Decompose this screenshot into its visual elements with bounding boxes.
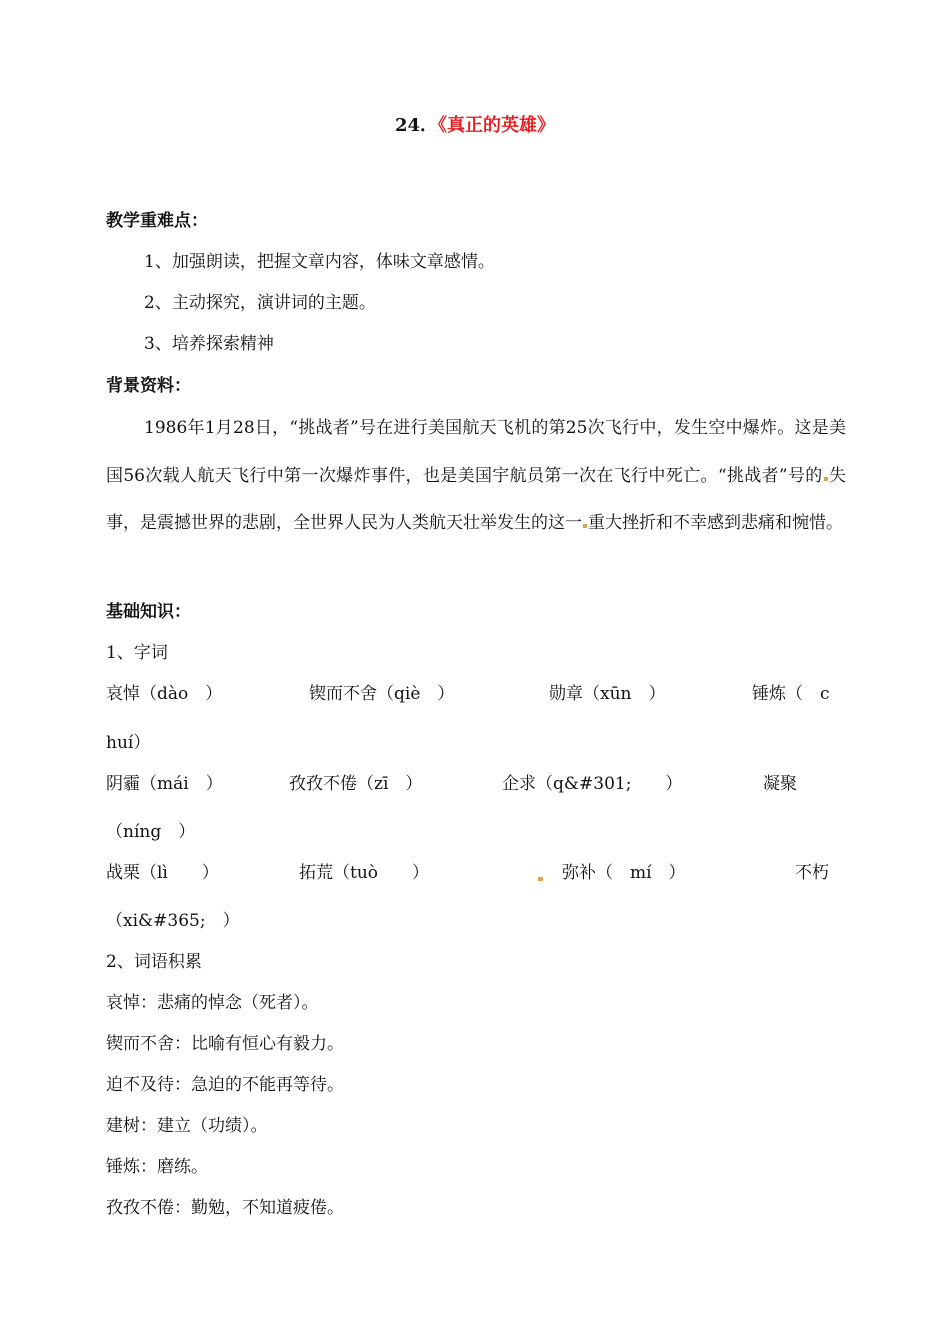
- vocab-item: 战栗（lì ）: [106, 863, 219, 883]
- key-point-item: 1、加强朗读，把握文章内容，体味文章感情。: [144, 252, 495, 272]
- vocab-item: 企求（q&#301; ）: [502, 774, 683, 794]
- title-number: 24．: [394, 115, 439, 136]
- vocab-item: 锲而不舍（qiè ）: [309, 684, 455, 704]
- background-paragraph: [106, 405, 846, 548]
- background-text-part1: 1986年1月28日，“挑战者”号在进行美国航天飞机的第25次飞行中，发生空中爆炸。这是美国56次载人航天飞行中第一次爆炸事件，也是美国宇航员第一次在飞行中死亡。“挑战者”号的: [106, 418, 846, 486]
- background-text-part2: 失事，是震撼世界的悲剧，全世界人民为人类航天壮举发生的这一: [106, 465, 847, 533]
- glossary-entry: 哀悼：悲痛的悼念（死者）。: [106, 993, 319, 1013]
- highlight-mark: [824, 477, 828, 481]
- glossary-entry: 锲而不舍：比喻有恒心有毅力。: [106, 1034, 344, 1054]
- vocab-item-continuation: （níng ）: [106, 822, 196, 842]
- key-point-item: 2、主动探究，演讲词的主题。: [144, 293, 376, 313]
- glossary-subheading: 2、词语积累: [106, 952, 202, 972]
- key-points-heading: 教学重难点：: [106, 211, 208, 231]
- glossary-entry: 建树：建立（功绩）。: [106, 1116, 268, 1136]
- glossary-entry: 锤炼：磨练。: [106, 1157, 208, 1177]
- key-point-item: 3、培养探索精神: [144, 334, 274, 354]
- highlight-mark: [538, 877, 543, 881]
- title-name: 《真正的英雄》: [438, 115, 556, 136]
- vocab-item: 弥补（ mí ）: [562, 863, 686, 883]
- vocab-item: 不朽: [795, 863, 829, 883]
- vocab-item: 凝聚: [763, 774, 797, 794]
- vocab-item: 锤炼（ c: [752, 684, 830, 704]
- vocab-item: 勋章（xūn ）: [549, 684, 666, 704]
- background-text-part3: 重大挫折和不幸感到悲痛和惋惜。: [588, 513, 843, 533]
- vocab-item: 哀悼（dào ）: [106, 684, 223, 704]
- vocab-item-continuation: huí）: [106, 733, 151, 753]
- document-title: [0, 117, 950, 135]
- vocab-subheading: 1、字词: [106, 643, 168, 663]
- glossary-entry: 迫不及待：急迫的不能再等待。: [106, 1075, 344, 1095]
- highlight-mark: [583, 524, 587, 528]
- vocab-item: 孜孜不倦（zī ）: [289, 774, 423, 794]
- vocab-item: 拓荒（tuò ）: [299, 863, 430, 883]
- vocab-item: 阴霾（mái ）: [106, 774, 223, 794]
- basics-heading: 基础知识：: [106, 602, 191, 622]
- background-heading: 背景资料：: [106, 376, 191, 396]
- glossary-entry: 孜孜不倦：勤勉，不知道疲倦。: [106, 1198, 344, 1218]
- vocab-item-continuation: （xi&#365; ）: [106, 911, 240, 931]
